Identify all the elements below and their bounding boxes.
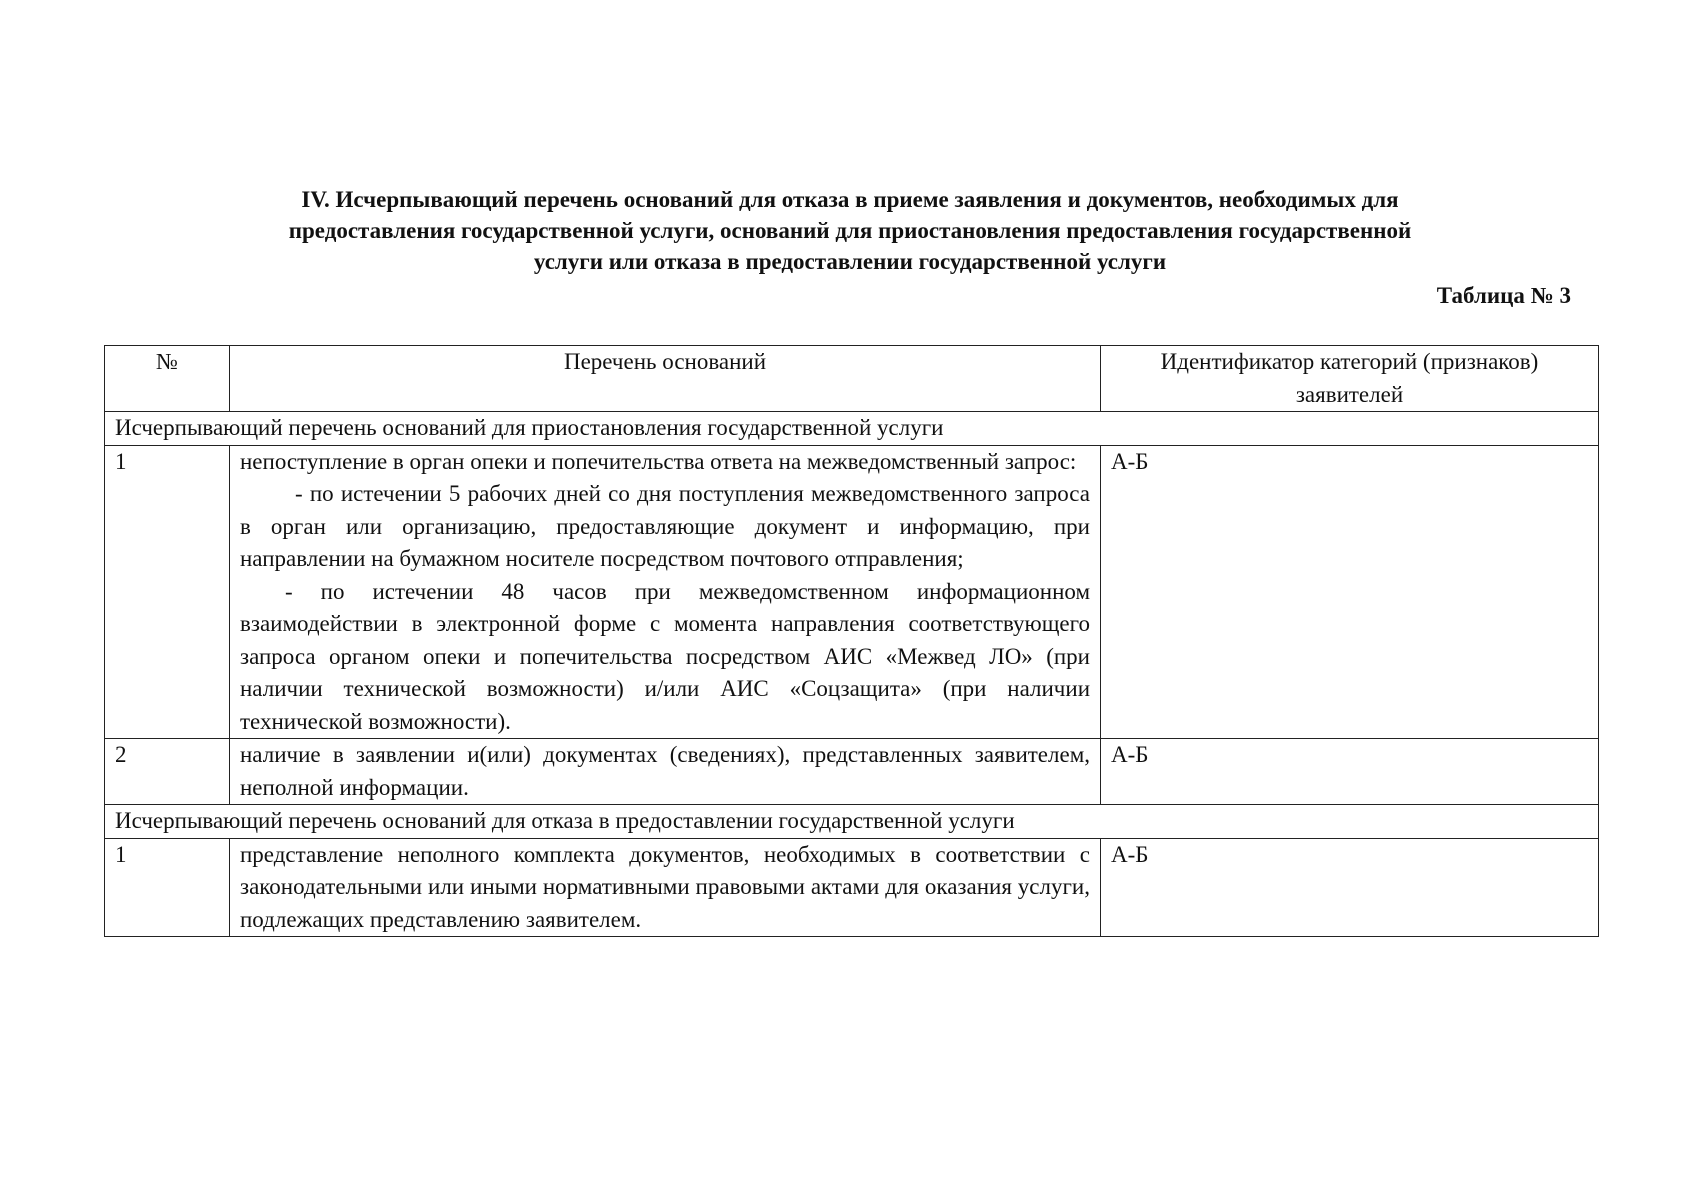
table-row bbox=[105, 838, 1599, 937]
row-number: 1 bbox=[105, 445, 230, 739]
row-category-id: А-Б bbox=[1101, 838, 1599, 937]
section-title: Исчерпывающий перечень оснований для приостановления государственной услуги bbox=[105, 412, 1599, 446]
grounds-paragraph: - по истечении 48 часов при межведомственном информационном взаимодействии в электронной форме с момента направления соответствующего запроса органом опеки и попечительства посредством АИС «Межвед ЛО» (при наличии технической возможности) и/или АИС «Соцзащита» (при наличии технической возможности). bbox=[240, 578, 1090, 734]
row-number: 2 bbox=[105, 739, 230, 805]
section-title: Исчерпывающий перечень оснований для отказа в предоставлении государственной услуги bbox=[105, 805, 1599, 839]
section-row bbox=[105, 412, 1599, 446]
table-row bbox=[105, 445, 1599, 739]
table-row bbox=[105, 739, 1599, 805]
row-category-id: А-Б bbox=[1101, 739, 1599, 805]
table-label: Таблица № 3 bbox=[1436, 283, 1571, 308]
heading-line: IV. Исчерпывающий перечень оснований для отказа в приеме заявления и документов, необходимых для bbox=[301, 187, 1399, 212]
section-heading bbox=[150, 184, 1550, 277]
header-grounds: Перечень оснований bbox=[230, 346, 1101, 412]
grounds-table bbox=[104, 345, 1599, 937]
heading-line: предоставления государственной услуги, оснований для приостановления предоставления государственной bbox=[288, 218, 1412, 243]
heading-line: услуги или отказа в предоставлении государственной услуги bbox=[533, 249, 1167, 274]
grounds-paragraph: непоступление в орган опеки и попечительства ответа на межведомственный запрос: bbox=[240, 448, 1077, 474]
row-grounds bbox=[230, 838, 1101, 937]
grounds-paragraph: представление неполного комплекта документов, необходимых в соответствии с законодательными или иными нормативными правовыми актами для оказания услуги, подлежащих представлению заявителем. bbox=[240, 841, 1090, 932]
grounds-paragraph: - по истечении 5 рабочих дней со дня поступления межведомственного запроса в орган или организацию, предоставляющие документ и информацию, при направлении на бумажном носителе посредством почтового отправления; bbox=[240, 481, 1090, 571]
section-row bbox=[105, 805, 1599, 839]
row-number: 1 bbox=[105, 838, 230, 937]
table-header-row bbox=[105, 346, 1599, 412]
row-category-id: А-Б bbox=[1101, 445, 1599, 739]
header-category-id: Идентификатор категорий (признаков) заявителей bbox=[1101, 346, 1599, 412]
row-grounds bbox=[230, 739, 1101, 805]
row-grounds bbox=[230, 445, 1101, 739]
header-number: № bbox=[105, 346, 230, 412]
grounds-paragraph: наличие в заявлении и(или) документах (сведениях), представленных заявителем, неполной информации. bbox=[240, 742, 1090, 800]
